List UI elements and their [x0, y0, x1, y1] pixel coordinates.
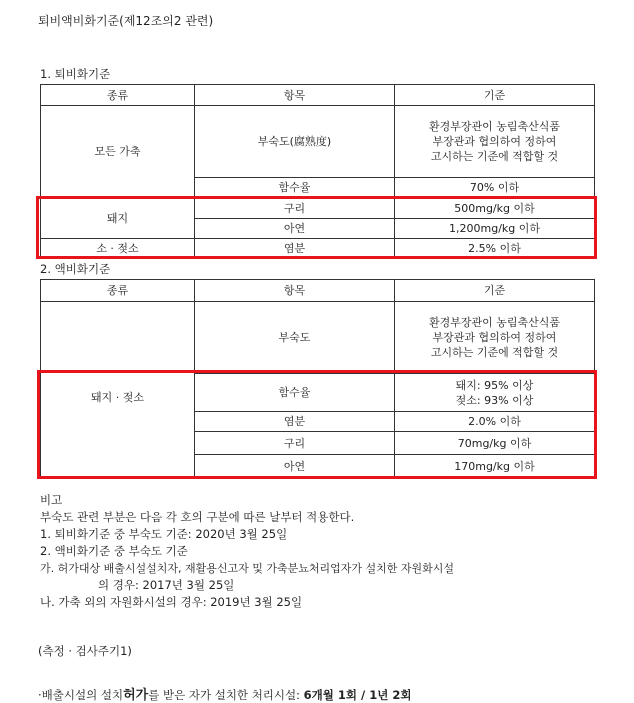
criteria-line: 환경부장관이 농림축산식품	[428, 316, 560, 329]
measurement-cycle-title: (측정 · 검사주기1)	[38, 644, 132, 658]
liquid-fertilizer-criteria-table	[40, 279, 595, 478]
cell-criteria-decomposition	[395, 302, 595, 374]
cell-item-copper: 구리	[195, 198, 395, 219]
cell-kind-all-livestock: 모든 가축	[41, 106, 195, 198]
cell-value-copper: 500mg/kg 이하	[395, 198, 595, 219]
cell-value-salt: 2.5% 이하	[395, 239, 595, 259]
cell-value-moisture	[395, 374, 595, 412]
bottom-note-bold-tail: 6개월 1회 / 1년 2회	[303, 688, 412, 702]
header-kind: 종류	[41, 280, 195, 302]
composting-criteria-table	[40, 84, 595, 259]
note-line: 의 경우: 2017년 3월 25일	[98, 578, 235, 592]
criteria-line: 환경부장관이 농림축산식품	[428, 120, 560, 133]
cell-item-decomposition: 부숙도(腐熟度)	[195, 106, 395, 178]
note-line: 가. 허가대상 배출시설설치자, 재활용신고자 및 가축분뇨처리업자가 설치한 자원화시설	[40, 562, 455, 575]
note-line: 나. 가축 외의 자원화시설의 경우: 2019년 3월 25일	[40, 595, 303, 609]
cell-item-zinc: 아연	[195, 219, 395, 239]
note-line: 부숙도 관련 부분은 다음 각 호의 구분에 따른 날부터 적용한다.	[40, 510, 355, 524]
moisture-pig: 돼지: 95% 이상	[455, 378, 534, 392]
cell-item-moisture: 함수율	[195, 178, 395, 198]
notes-heading: 비고	[40, 493, 63, 507]
bottom-note-bold-word: 허가	[123, 688, 149, 703]
cell-value-salt: 2.0% 이하	[395, 412, 595, 432]
criteria-line: 고시하는 기준에 적합할 것	[430, 150, 559, 163]
cell-item-salt: 염분	[195, 412, 395, 432]
section-heading-liquid-fertilizer: 2. 액비화기준	[40, 262, 111, 276]
note-line: 1. 퇴비화기준 중 부숙도 기준: 2020년 3월 25일	[40, 527, 288, 541]
criteria-line: 부장관과 협의하여 정하여	[432, 135, 557, 148]
header-item: 항목	[195, 280, 395, 302]
moisture-dairy: 젖소: 93% 이상	[455, 393, 534, 407]
section-heading-composting: 1. 퇴비화기준	[40, 67, 111, 81]
cell-item-zinc: 아연	[195, 455, 395, 478]
cell-kind-pig: 돼지	[41, 198, 195, 239]
cell-kind-cattle: 소 · 젖소	[41, 239, 195, 259]
cell-criteria-decomposition	[395, 106, 595, 178]
cell-value-copper: 70mg/kg 이하	[395, 432, 595, 455]
page-title: 퇴비액비화기준(제12조의2 관련)	[38, 14, 214, 28]
cell-value-zinc: 170mg/kg 이하	[395, 455, 595, 478]
header-item: 항목	[195, 85, 395, 106]
header-criteria: 기준	[395, 85, 595, 106]
criteria-line: 고시하는 기준에 적합할 것	[430, 346, 559, 359]
cell-item-copper: 구리	[195, 432, 395, 455]
cell-kind-pig-dairy: 돼지 · 젖소	[41, 302, 195, 478]
note-line: 2. 액비화기준 중 부숙도 기준	[40, 544, 188, 558]
header-criteria: 기준	[395, 280, 595, 302]
cell-value-moisture: 70% 이하	[395, 178, 595, 198]
header-kind: 종류	[41, 85, 195, 106]
cell-item-salt: 염분	[195, 239, 395, 259]
bottom-note-middle: 를 받은 자가 설치한 처리시설:	[148, 688, 304, 702]
cell-item-decomposition: 부숙도	[195, 302, 395, 374]
cell-value-zinc: 1,200mg/kg 이하	[395, 219, 595, 239]
criteria-line: 부장관과 협의하여 정하여	[432, 331, 557, 344]
bottom-note	[38, 684, 411, 703]
bottom-note-prefix: ·배출시설의 설치	[38, 688, 124, 702]
cell-item-moisture: 함수율	[195, 374, 395, 412]
